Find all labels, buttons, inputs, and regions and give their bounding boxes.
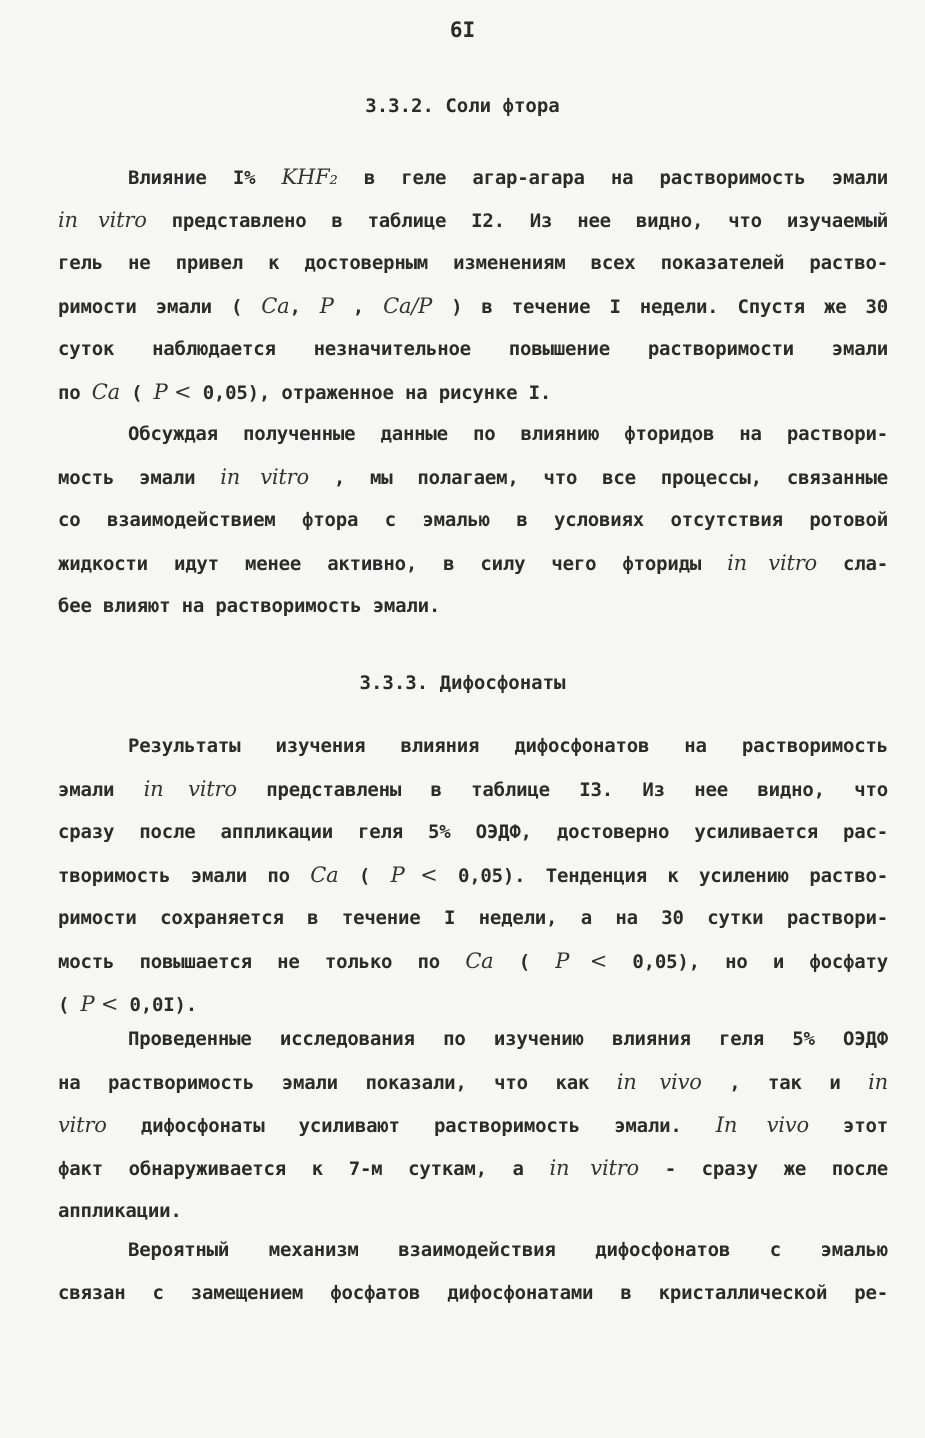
- text-line: сразу после аппликации геля 5% ОЭДФ, достоверно усиливается рас-: [58, 821, 888, 843]
- section-heading-fluorine: 3.3.2. Соли фтора: [365, 95, 560, 117]
- paragraph-fluorine-discussion: [58, 413, 888, 628]
- text-line: жидкости идут менее активно, в силу чего фториды in vitro сла-: [58, 551, 888, 575]
- handwritten-term: Ca: [261, 294, 290, 318]
- handwritten-term: in vivo: [616, 1070, 702, 1094]
- handwritten-term: P <: [390, 863, 438, 887]
- handwritten-term: In vivo: [715, 1113, 809, 1137]
- handwritten-term: in vitro: [58, 208, 147, 232]
- page-number: 6I: [449, 18, 476, 42]
- text-line: Проведенные исследования по изучению влияния геля 5% ОЭДФ: [128, 1028, 888, 1050]
- paragraph-diphosphonates-results: [58, 725, 888, 1026]
- paragraph-fluorine-results: [58, 156, 888, 414]
- handwritten-term: Ca: [465, 949, 494, 973]
- text-line: суток наблюдается незначительное повышение растворимости эмали: [58, 338, 888, 360]
- text-line: Обсуждая полученные данные по влиянию фторидов на раствори-: [128, 423, 888, 445]
- text-line: эмали in vitro представлены в таблице I3. Из нее видно, что: [58, 777, 888, 801]
- text-line: на растворимость эмали показали, что как in vivo , так и in: [58, 1070, 888, 1094]
- handwritten-term: in vitro: [220, 465, 309, 489]
- text-line: римости сохраняется в течение I недели, а на 30 сутки раствори-: [58, 907, 888, 929]
- text-line: аппликации.: [58, 1200, 182, 1222]
- handwritten-term: vitro: [58, 1113, 107, 1137]
- handwritten-term: P <: [555, 949, 608, 973]
- handwritten-term: P <: [153, 380, 192, 404]
- handwritten-term: Ca/P: [383, 294, 433, 318]
- text-line: Влияние I% KHF₂ в геле агар-агара на растворимость эмали: [128, 165, 888, 189]
- handwritten-term: in vitro: [727, 551, 817, 575]
- text-line: in vitro представлено в таблице I2. Из нее видно, что изучаемый: [58, 208, 888, 232]
- text-line: бее влияют на растворимость эмали.: [58, 595, 441, 617]
- handwritten-term: Ca: [310, 863, 339, 887]
- text-line: мость повышается не только по Ca ( P < 0,05), но и фосфату: [58, 949, 889, 973]
- text-line: гель не привел к достоверным изменениям всех показателей раство-: [58, 252, 888, 274]
- handwritten-formula: KHF₂: [281, 165, 338, 189]
- handwritten-term: in: [868, 1070, 888, 1094]
- paragraph-diphosphonates-mechanism: [58, 1229, 888, 1315]
- text-line: факт обнаруживается к 7-м суткам, а in vitro - сразу же после: [58, 1156, 888, 1180]
- handwritten-term: P <: [80, 992, 119, 1016]
- handwritten-term: Ca: [91, 380, 120, 404]
- text-line: по Ca ( P < 0,05), отраженное на рисунке I.: [58, 380, 552, 404]
- text-line: Результаты изучения влияния дифосфонатов на растворимость: [128, 735, 888, 757]
- text-line: ( P < 0,0I).: [58, 992, 197, 1016]
- text-line: римости эмали ( Ca, P , Ca/P ) в течение I недели. Спустя же 30: [58, 294, 888, 318]
- text-line: творимость эмали по Ca ( P < 0,05). Тенденция к усилению раство-: [58, 863, 889, 887]
- text-line: связан с замещением фосфатов дифосфонатами в кристаллической ре-: [58, 1282, 888, 1304]
- handwritten-term: P: [319, 294, 334, 318]
- section-heading-diphosphonates: 3.3.3. Дифосфонаты: [359, 672, 566, 694]
- text-line: Вероятный механизм взаимодействия дифосфонатов с эмалью: [128, 1239, 888, 1261]
- text-line: мость эмали in vitro , мы полагаем, что все процессы, связанные: [58, 465, 888, 489]
- paragraph-diphosphonates-conclusion: [58, 1018, 888, 1233]
- handwritten-term: in vitro: [143, 777, 237, 801]
- handwritten-term: in vitro: [549, 1156, 639, 1180]
- text-line: vitro дифосфонаты усиливают растворимость эмали. In vivo этот: [58, 1113, 889, 1137]
- text-line: со взаимодействием фтора с эмалью в условиях отсутствия ротовой: [58, 509, 888, 531]
